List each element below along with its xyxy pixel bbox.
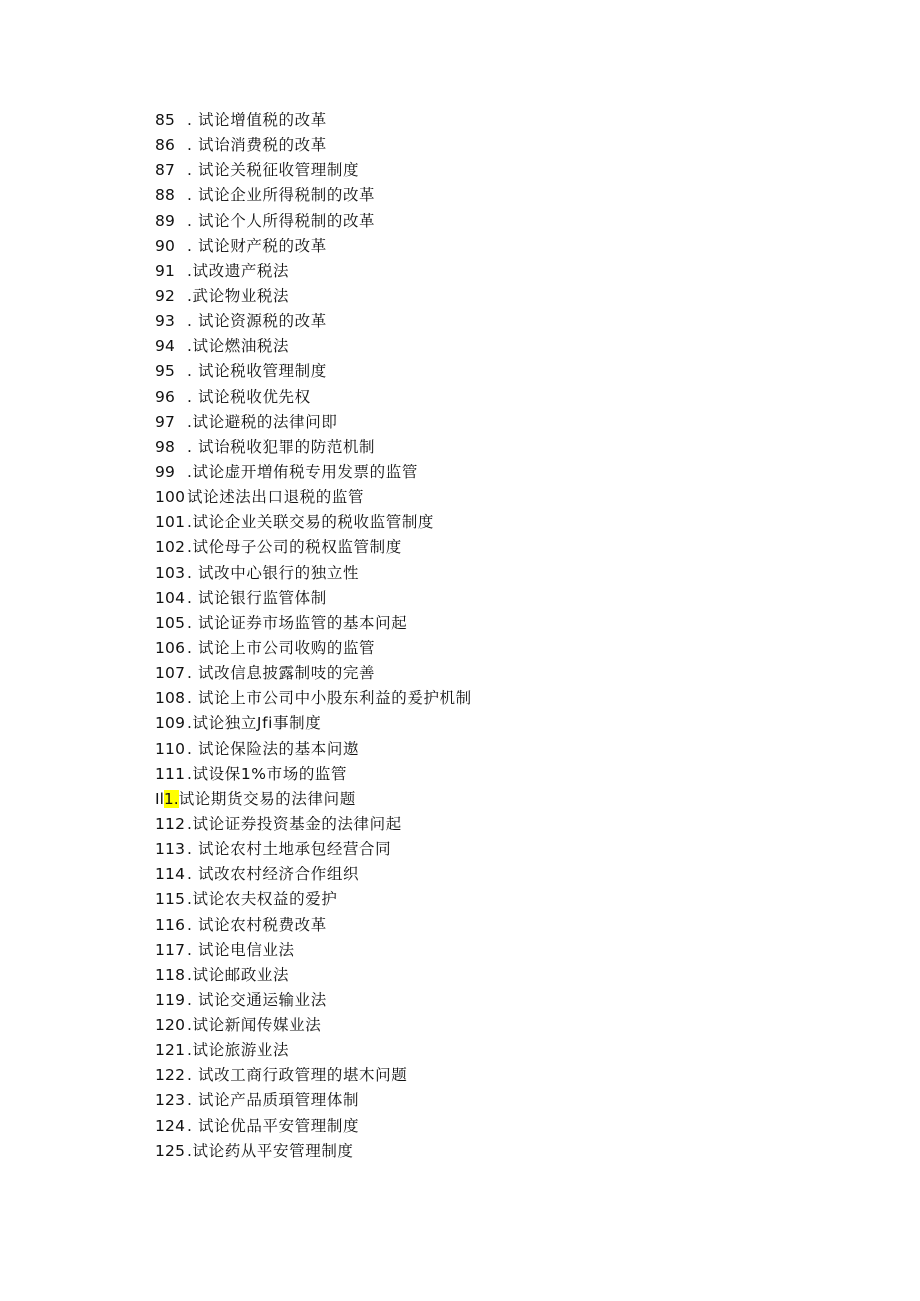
list-item (155, 837, 472, 862)
item-number: 92 (155, 286, 176, 305)
list-item (155, 485, 472, 510)
list-item (155, 636, 472, 661)
list-item (155, 385, 472, 410)
item-text: . 试论税收优先权 (187, 387, 311, 406)
list-item (155, 309, 472, 334)
item-text: . 试改农村经济合作组织 (187, 865, 360, 884)
item-number: 118 (155, 965, 186, 984)
list-item (155, 284, 472, 309)
item-text: . 试改信息披露制吱的完善 (187, 664, 376, 683)
list-item (155, 812, 472, 837)
list-item (155, 762, 472, 787)
item-text: .试论企业关联交易的税收监管制度 (187, 513, 435, 532)
item-number: 113 (155, 840, 186, 859)
list-item (155, 510, 472, 535)
item-number: 109 (155, 714, 186, 733)
item-number: 106 (155, 638, 186, 657)
list-item (155, 1038, 472, 1063)
list-item (155, 938, 472, 963)
item-text: .试改遗产税法 (187, 261, 290, 280)
item-text: . 试论增值税的改革 (187, 111, 327, 129)
item-number: 87 (155, 161, 176, 180)
item-number: 117 (155, 940, 186, 959)
list-item (155, 913, 472, 938)
item-number: 95 (155, 362, 176, 381)
item-text: . 试论企业所得税制的改革 (187, 186, 376, 205)
list-item (155, 460, 472, 485)
item-text: . 试诒税收犯罪的防范机制 (187, 437, 376, 456)
item-text: . 试论税收管理制度 (187, 362, 327, 381)
list-item (155, 183, 472, 208)
item-number: 102 (155, 538, 186, 557)
list-item (155, 586, 472, 611)
item-number: 121 (155, 1041, 186, 1060)
item-number: 94 (155, 337, 176, 356)
item-text: .试论燃油税法 (187, 337, 290, 356)
item-text: 试论期货交易的法律问题 (178, 789, 356, 808)
item-number: 103 (155, 563, 186, 582)
list-item (155, 435, 472, 460)
item-text: .试论旅游业法 (187, 1041, 290, 1060)
item-text: .试论独立Jfi事制度 (187, 714, 322, 733)
item-text: . 试改工商行政管理的堪木问题 (187, 1066, 408, 1085)
item-text: . 试论证券市场监管的基本问起 (187, 613, 408, 632)
item-text: .武论物业税法 (187, 286, 290, 305)
list-item (155, 1063, 472, 1088)
list-item (155, 108, 472, 133)
item-number: 108 (155, 689, 186, 708)
list-item (155, 158, 472, 183)
list-item (155, 887, 472, 912)
item-number: 119 (155, 990, 186, 1009)
list-item (155, 535, 472, 560)
item-number: 96 (155, 387, 176, 406)
item-text: .试伦母子公司的税权监管制度 (187, 538, 402, 557)
item-number: 85 (155, 111, 176, 129)
item-text: .试论邮政业法 (187, 965, 290, 984)
list-item (155, 209, 472, 234)
item-number: 91 (155, 261, 176, 280)
list-item (155, 611, 472, 636)
item-number: 107 (155, 664, 186, 683)
item-number: 101 (155, 513, 186, 532)
list-item (155, 133, 472, 158)
item-text: .试论新闻传媒业法 (187, 1016, 322, 1035)
item-text: . 试论关税征收管理制度 (187, 161, 360, 180)
item-number: 86 (155, 136, 176, 155)
list-item (155, 686, 472, 711)
item-text: .试论虚开増侑税专用发票的监管 (187, 462, 418, 481)
item-number: 115 (155, 890, 186, 909)
item-number: 89 (155, 211, 176, 230)
item-text: . 试论优品平安管理制度 (187, 1116, 360, 1135)
item-text: .试论农夫权益的爱护 (187, 890, 338, 909)
list-item (155, 1013, 472, 1038)
item-text: .试论药从平安管理制度 (187, 1141, 354, 1160)
item-number: 124 (155, 1116, 186, 1135)
item-text: .试论证券投资基金的法律问起 (187, 814, 402, 833)
item-number: 104 (155, 588, 186, 607)
item-text: . 试论上市公司中小股东利益的爰护机制 (187, 689, 472, 708)
item-text: . 试论保险法的基本问遨 (187, 739, 360, 758)
item-text: . 试诒消费税的改革 (187, 136, 327, 155)
item-text: . 试论上市公司收购的监管 (187, 638, 376, 657)
item-text: .试论避税的法律问即 (187, 412, 338, 431)
list-item (155, 963, 472, 988)
list-item (155, 862, 472, 887)
item-number: 99 (155, 462, 176, 481)
list-item (155, 661, 472, 686)
item-number: 114 (155, 865, 186, 884)
item-text: . 试论农村土地承包经营合同 (187, 840, 392, 859)
item-number: 105 (155, 613, 186, 632)
item-number: 122 (155, 1066, 186, 1085)
list-item (155, 1139, 472, 1164)
item-number: 123 (155, 1091, 186, 1110)
item-number: 120 (155, 1016, 186, 1035)
item-number: 90 (155, 236, 176, 255)
item-number: Il (155, 789, 164, 808)
item-text: . 试论电信业法 (187, 940, 295, 959)
item-number: 110 (155, 739, 186, 758)
item-number: 116 (155, 915, 186, 934)
item-text: . 试论交通运输业法 (187, 990, 327, 1009)
item-number: 97 (155, 412, 176, 431)
list-item (155, 787, 472, 812)
item-text: . 试论资源税的改革 (187, 312, 327, 331)
item-text: 试论述法出口退税的监管 (187, 488, 365, 507)
item-text: . 试论个人所得税制的改革 (187, 211, 376, 230)
item-number: 98 (155, 437, 176, 456)
list-item (155, 737, 472, 762)
item-text: .试设保1%市场的监管 (187, 764, 348, 783)
item-text: . 试论农村税费改革 (187, 915, 327, 934)
list-item (155, 359, 472, 384)
list-item (155, 234, 472, 259)
list-item (155, 711, 472, 736)
item-text: . 试改中心银行的独立性 (187, 563, 360, 582)
list-item (155, 410, 472, 435)
item-number: 125 (155, 1141, 186, 1160)
item-number: 112 (155, 814, 186, 833)
list-item (155, 1088, 472, 1113)
item-number: 100 (155, 488, 186, 507)
list-item (155, 259, 472, 284)
list-item (155, 334, 472, 359)
highlighted-number: 1. (163, 789, 179, 808)
item-text: . 试论财产税的改革 (187, 236, 327, 255)
item-number: 93 (155, 312, 176, 331)
topic-list (155, 108, 472, 1164)
list-item (155, 561, 472, 586)
list-item (155, 988, 472, 1013)
item-text: . 试论产品质頊管理体制 (187, 1091, 360, 1110)
list-item (155, 1114, 472, 1139)
item-number: 88 (155, 186, 176, 205)
item-number: 111 (155, 764, 186, 783)
item-text: . 试论银行监管体制 (187, 588, 327, 607)
